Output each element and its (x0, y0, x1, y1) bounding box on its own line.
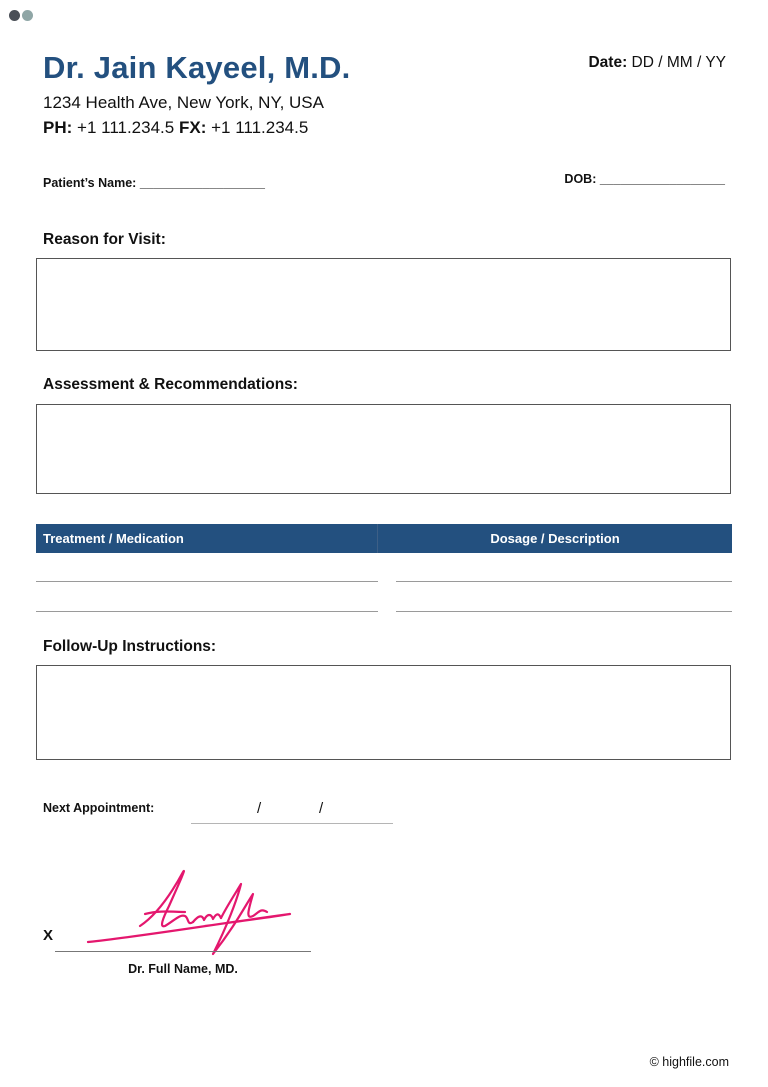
dosage-line[interactable] (396, 611, 732, 612)
assessment-heading: Assessment & Recommendations: (43, 376, 298, 393)
phone-number: +1 111.234.5 (77, 118, 175, 137)
column-header-dosage: Dosage / Description (490, 531, 620, 546)
treatment-line[interactable] (36, 611, 378, 612)
signature-stroke (88, 914, 290, 942)
patient-name-blank: __________________ (139, 176, 265, 190)
date-value: DD / MM / YY (631, 54, 726, 71)
footer-credit: © highfile.com (649, 1055, 729, 1069)
fax-number: +1 111.234.5 (211, 118, 309, 137)
signature-stroke (140, 871, 193, 926)
contact-line (43, 118, 308, 138)
next-appointment-line[interactable] (191, 823, 393, 824)
signature-line[interactable] (55, 951, 311, 952)
signature-stroke (193, 914, 221, 922)
column-header-treatment: Treatment / Medication (36, 524, 378, 553)
signature-x-mark: X (43, 927, 54, 944)
dob-blank: __________________ (599, 172, 725, 186)
date-label: Date: (588, 54, 628, 71)
patient-name-label: Patient’s Name: (43, 176, 137, 190)
follow-up-heading: Follow-Up Instructions: (43, 638, 217, 655)
dob-label: DOB: (564, 172, 597, 186)
reason-box[interactable] (36, 258, 731, 351)
date-field[interactable] (588, 54, 726, 72)
date-separator: / (319, 800, 324, 817)
signature-caption: Dr. Full Name, MD. (128, 962, 238, 976)
date-separator: / (257, 800, 262, 817)
brand-dot-dark (9, 10, 20, 21)
clinic-address: 1234 Health Ave, New York, NY, USA (43, 93, 324, 112)
reason-heading: Reason for Visit: (43, 231, 166, 248)
next-appointment-label: Next Appointment: (43, 801, 155, 815)
phone-label: PH: (43, 118, 73, 137)
signature-image (85, 866, 295, 961)
treatment-line[interactable] (36, 581, 378, 582)
patient-name-field[interactable] (43, 176, 265, 190)
fax-label: FX: (178, 118, 207, 137)
dosage-line[interactable] (396, 581, 732, 582)
assessment-box[interactable] (36, 404, 731, 494)
brand-dot-light (22, 10, 33, 21)
doctor-name: Dr. Jain Kayeel, M.D. (43, 50, 351, 85)
treatment-table-header (36, 524, 732, 553)
follow-up-box[interactable] (36, 665, 731, 760)
dob-field[interactable] (564, 172, 725, 186)
